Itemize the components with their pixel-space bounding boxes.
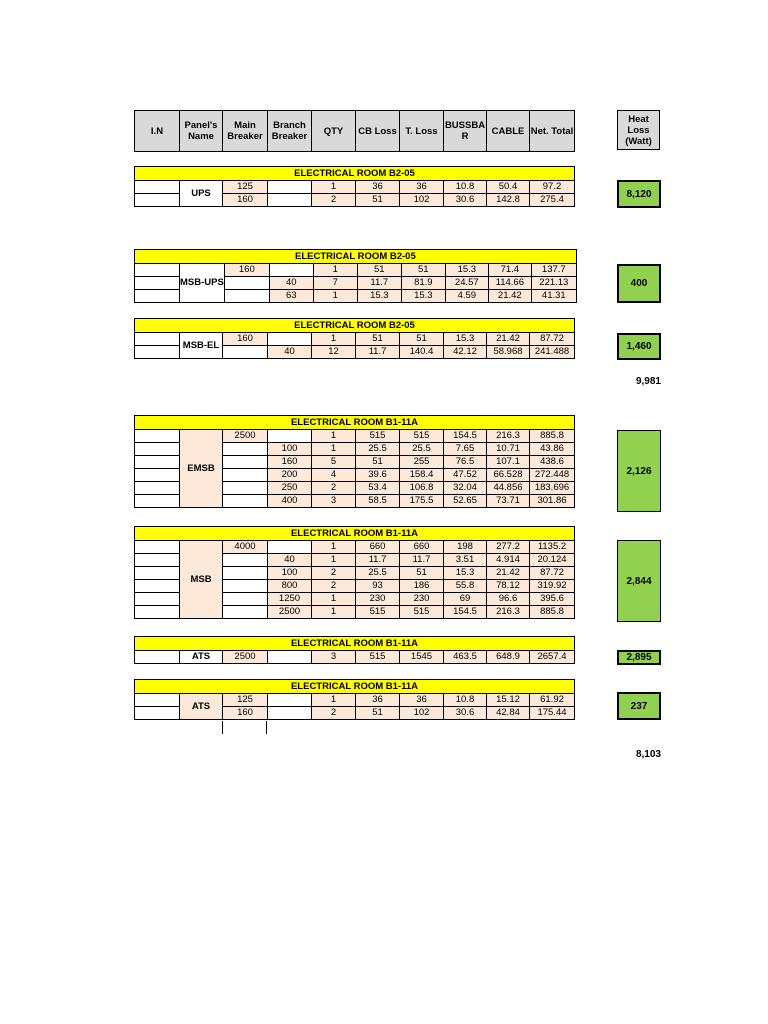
in-cell	[135, 606, 180, 619]
cell-branch	[268, 194, 312, 207]
cell-tl: 515	[400, 606, 444, 619]
panel-name: ATS	[180, 651, 223, 664]
cell-main	[223, 567, 268, 580]
cell-tl: 11.7	[400, 554, 444, 567]
cell-qty: 1	[312, 541, 356, 554]
cell-cable: 216.3	[487, 430, 530, 443]
in-cell	[135, 264, 180, 277]
col-header-cable: CABLE	[487, 111, 530, 152]
cell-net: 87.72	[530, 567, 575, 580]
cell-qty: 3	[312, 651, 356, 664]
cell-net: 97.2	[530, 181, 575, 194]
cell-bus: 52.65	[444, 495, 487, 508]
cell-cb: 51	[356, 707, 400, 720]
heat-loss-value: 237	[617, 692, 661, 720]
cell-qty: 2	[312, 194, 356, 207]
cell-cb: 36	[356, 181, 400, 194]
cell-main: 2500	[223, 651, 268, 664]
col-header-cb-loss: CB Loss	[356, 111, 400, 152]
cell-bus: 15.3	[444, 333, 487, 346]
cell-net: 20.124	[530, 554, 575, 567]
panel-name: MSB-UPS	[180, 264, 225, 303]
cell-cable: 10.71	[487, 443, 530, 456]
cell-qty: 1	[312, 694, 356, 707]
cell-cb: 11.7	[356, 554, 400, 567]
cell-branch	[268, 651, 312, 664]
cell-bus: 30.6	[444, 707, 487, 720]
cell-cb: 39.6	[356, 469, 400, 482]
cell-net: 1135.2	[530, 541, 575, 554]
cell-branch: 1250	[268, 593, 312, 606]
cell-tl: 140.4	[400, 346, 444, 359]
cell-tl: 102	[400, 707, 444, 720]
cell-bus: 42.12	[444, 346, 487, 359]
cell-bus: 55.8	[444, 580, 487, 593]
col-header-main-breaker: Main Breaker	[223, 111, 268, 152]
cell-cb: 11.7	[356, 346, 400, 359]
cell-main: 160	[223, 707, 268, 720]
cell-bus: 47.52	[444, 469, 487, 482]
cell-net: 885.8	[530, 430, 575, 443]
cell-main	[223, 469, 268, 482]
cell-qty: 5	[312, 456, 356, 469]
cell-branch: 40	[268, 554, 312, 567]
cell-qty: 1	[312, 430, 356, 443]
cell-cable: 216.3	[487, 606, 530, 619]
room-title: ELECTRICAL ROOM B2-05	[135, 319, 575, 333]
cell-tl: 36	[400, 181, 444, 194]
cell-qty: 12	[312, 346, 356, 359]
panel-block	[134, 166, 575, 207]
cell-cb: 515	[356, 430, 400, 443]
heat-loss-value: 2,895	[617, 650, 661, 665]
cell-branch: 100	[268, 567, 312, 580]
heat-loss-value: 2,126	[617, 430, 661, 512]
cell-qty: 2	[312, 482, 356, 495]
cell-cable: 142.8	[487, 194, 530, 207]
cell-cb: 93	[356, 580, 400, 593]
panel-name: EMSB	[180, 430, 223, 508]
cell-qty: 1	[312, 593, 356, 606]
table-row	[135, 651, 575, 664]
cell-tl: 15.3	[401, 290, 445, 303]
cell-cb: 11.7	[357, 277, 401, 290]
cell-tl: 36	[400, 694, 444, 707]
panel-block	[134, 318, 575, 359]
cell-cable: 71.4	[488, 264, 531, 277]
cell-branch: 250	[268, 482, 312, 495]
col-header-net-total: Net. Total	[530, 111, 575, 152]
cell-tl: 660	[400, 541, 444, 554]
cell-bus: 10.8	[444, 181, 487, 194]
cell-branch: 40	[268, 346, 312, 359]
cell-bus: 69	[444, 593, 487, 606]
cell-branch	[268, 430, 312, 443]
col-header-qty: QTY	[312, 111, 356, 152]
cell-net: 183.696	[530, 482, 575, 495]
cell-tl: 106.8	[400, 482, 444, 495]
table-row	[135, 541, 575, 554]
cell-net: 319.92	[530, 580, 575, 593]
cell-net: 301.86	[530, 495, 575, 508]
in-cell	[135, 277, 180, 290]
sum-b1: 8,103	[635, 749, 661, 760]
heat-loss-header: Heat Loss (Watt)	[617, 110, 660, 150]
panel-name: MSB-EL	[180, 333, 223, 359]
room-title: ELECTRICAL ROOM B2-05	[135, 167, 575, 181]
cell-cb: 515	[356, 606, 400, 619]
heat-loss-value: 400	[617, 264, 661, 303]
cell-main: 4000	[223, 541, 268, 554]
cell-tl: 81.9	[401, 277, 445, 290]
cell-bus: 30.6	[444, 194, 487, 207]
cell-main: 125	[223, 694, 268, 707]
room-title: ELECTRICAL ROOM B2-05	[135, 250, 577, 264]
table-row	[135, 694, 575, 707]
cell-qty: 1	[312, 333, 356, 346]
cell-main	[223, 580, 268, 593]
cell-cb: 51	[356, 333, 400, 346]
table-row	[135, 181, 575, 194]
cell-qty: 1	[312, 181, 356, 194]
cell-net: 275.4	[530, 194, 575, 207]
cell-bus: 4.59	[445, 290, 488, 303]
cell-cb: 51	[356, 194, 400, 207]
cell-cb: 515	[356, 651, 400, 664]
cell-bus: 463.5	[444, 651, 487, 664]
cell-tl: 25.5	[400, 443, 444, 456]
panel-block	[134, 249, 577, 303]
cell-main	[223, 593, 268, 606]
cell-main: 160	[224, 264, 269, 277]
cell-cb: 51	[357, 264, 401, 277]
panel-block	[134, 415, 575, 508]
cell-qty: 7	[313, 277, 357, 290]
panel-block	[134, 526, 575, 619]
cell-cable: 96.6	[487, 593, 530, 606]
cell-branch	[269, 264, 313, 277]
cell-net: 41.31	[531, 290, 576, 303]
in-cell	[135, 651, 180, 664]
cell-cable: 21.42	[487, 567, 530, 580]
in-cell	[135, 554, 180, 567]
cell-qty: 1	[312, 443, 356, 456]
table-edge-line	[222, 721, 223, 734]
in-cell	[135, 430, 180, 443]
cell-cb: 15.3	[357, 290, 401, 303]
panel-name: UPS	[180, 181, 223, 207]
cell-cable: 73.71	[487, 495, 530, 508]
cell-qty: 3	[312, 495, 356, 508]
cell-cb: 53.4	[356, 482, 400, 495]
cell-cb: 25.5	[356, 443, 400, 456]
in-cell	[135, 482, 180, 495]
cell-cable: 15.12	[487, 694, 530, 707]
in-cell	[135, 346, 180, 359]
cell-branch: 800	[268, 580, 312, 593]
cell-qty: 1	[313, 290, 357, 303]
cell-net: 885.8	[530, 606, 575, 619]
cell-net: 241.488	[530, 346, 575, 359]
table-row	[135, 264, 577, 277]
cell-main: 2500	[223, 430, 268, 443]
cell-net: 272.448	[530, 469, 575, 482]
col-header-in: I.N	[135, 111, 180, 152]
cell-main	[223, 456, 268, 469]
cell-cable: 50.4	[487, 181, 530, 194]
cell-net: 395.6	[530, 593, 575, 606]
cell-branch: 40	[269, 277, 313, 290]
cell-main	[223, 482, 268, 495]
cell-tl: 515	[400, 430, 444, 443]
panel-block	[134, 636, 575, 664]
heat-loss-value: 2,844	[617, 540, 661, 622]
cell-branch	[268, 707, 312, 720]
cell-bus: 154.5	[444, 430, 487, 443]
in-cell	[135, 707, 180, 720]
heat-loss-value: 1,460	[617, 333, 661, 360]
room-title: ELECTRICAL ROOM B1-11A	[135, 416, 575, 430]
cell-cable: 58.968	[487, 346, 530, 359]
cell-qty: 1	[313, 264, 357, 277]
cell-branch	[268, 333, 312, 346]
cell-main: 160	[223, 194, 268, 207]
cell-branch	[268, 181, 312, 194]
cell-cb: 36	[356, 694, 400, 707]
in-cell	[135, 541, 180, 554]
table-edge-line	[266, 721, 267, 734]
cell-bus: 198	[444, 541, 487, 554]
cell-cable: 277.2	[487, 541, 530, 554]
col-header-branch-breaker: Branch Breaker	[268, 111, 312, 152]
cell-branch	[268, 694, 312, 707]
cell-net: 221.13	[531, 277, 576, 290]
cell-tl: 255	[400, 456, 444, 469]
in-cell	[135, 495, 180, 508]
in-cell	[135, 580, 180, 593]
cell-branch	[268, 541, 312, 554]
cell-cb: 51	[356, 456, 400, 469]
cell-cable: 42.84	[487, 707, 530, 720]
col-header-t-loss: T. Loss	[400, 111, 444, 152]
cell-tl: 1545	[400, 651, 444, 664]
in-cell	[135, 290, 180, 303]
in-cell	[135, 194, 180, 207]
cell-main	[223, 554, 268, 567]
cell-branch: 160	[268, 456, 312, 469]
cell-branch: 400	[268, 495, 312, 508]
sum-b2: 9,981	[635, 376, 661, 387]
cell-net: 438.6	[530, 456, 575, 469]
room-title: ELECTRICAL ROOM B1-11A	[135, 527, 575, 541]
cell-tl: 186	[400, 580, 444, 593]
cell-cable: 107.1	[487, 456, 530, 469]
in-cell	[135, 333, 180, 346]
in-cell	[135, 181, 180, 194]
cell-net: 61.92	[530, 694, 575, 707]
table-row	[135, 333, 575, 346]
col-header-bussbar: BUSSBA R	[444, 111, 487, 152]
room-title: ELECTRICAL ROOM B1-11A	[135, 637, 575, 651]
heat-loss-value: 8,120	[617, 180, 661, 208]
cell-tl: 51	[401, 264, 445, 277]
panel-block	[134, 679, 575, 720]
cell-cable: 21.42	[487, 333, 530, 346]
cell-branch: 100	[268, 443, 312, 456]
cell-bus: 15.3	[444, 567, 487, 580]
cell-bus: 3.51	[444, 554, 487, 567]
cell-qty: 2	[312, 580, 356, 593]
cell-branch: 63	[269, 290, 313, 303]
cell-tl: 51	[400, 567, 444, 580]
col-header-panel-name: Panel's Name	[180, 111, 223, 152]
cell-net: 87.72	[530, 333, 575, 346]
in-cell	[135, 567, 180, 580]
cell-tl: 230	[400, 593, 444, 606]
cell-bus: 10.8	[444, 694, 487, 707]
cell-tl: 51	[400, 333, 444, 346]
header-table	[134, 110, 575, 152]
cell-main	[224, 277, 269, 290]
cell-qty: 4	[312, 469, 356, 482]
cell-main	[223, 443, 268, 456]
cell-qty: 1	[312, 554, 356, 567]
cell-cb: 230	[356, 593, 400, 606]
cell-main: 160	[223, 333, 268, 346]
cell-bus: 76.5	[444, 456, 487, 469]
in-cell	[135, 694, 180, 707]
cell-cb: 58.5	[356, 495, 400, 508]
cell-net: 43.86	[530, 443, 575, 456]
cell-main	[223, 606, 268, 619]
in-cell	[135, 456, 180, 469]
cell-net: 137.7	[531, 264, 576, 277]
cell-main	[223, 346, 268, 359]
cell-bus: 7.65	[444, 443, 487, 456]
cell-bus: 32.04	[444, 482, 487, 495]
cell-tl: 158.4	[400, 469, 444, 482]
cell-main	[223, 495, 268, 508]
cell-cable: 21.42	[488, 290, 531, 303]
cell-qty: 2	[312, 567, 356, 580]
cell-bus: 154.5	[444, 606, 487, 619]
in-cell	[135, 469, 180, 482]
cell-cable: 114.66	[488, 277, 531, 290]
cell-cable: 648.9	[487, 651, 530, 664]
cell-branch: 200	[268, 469, 312, 482]
room-title: ELECTRICAL ROOM B1-11A	[135, 680, 575, 694]
cell-branch: 2500	[268, 606, 312, 619]
table-row	[135, 430, 575, 443]
cell-cable: 78.12	[487, 580, 530, 593]
cell-net: 175.44	[530, 707, 575, 720]
cell-net: 2657.4	[530, 651, 575, 664]
cell-cb: 25.5	[356, 567, 400, 580]
panel-name: MSB	[180, 541, 223, 619]
cell-main: 125	[223, 181, 268, 194]
in-cell	[135, 593, 180, 606]
cell-main	[224, 290, 269, 303]
cell-tl: 102	[400, 194, 444, 207]
cell-cable: 4.914	[487, 554, 530, 567]
in-cell	[135, 443, 180, 456]
cell-qty: 2	[312, 707, 356, 720]
cell-bus: 15.3	[445, 264, 488, 277]
cell-tl: 175.5	[400, 495, 444, 508]
cell-cable: 44.856	[487, 482, 530, 495]
cell-cable: 66.528	[487, 469, 530, 482]
cell-cb: 660	[356, 541, 400, 554]
cell-bus: 24.57	[445, 277, 488, 290]
panel-name: ATS	[180, 694, 223, 720]
cell-qty: 1	[312, 606, 356, 619]
